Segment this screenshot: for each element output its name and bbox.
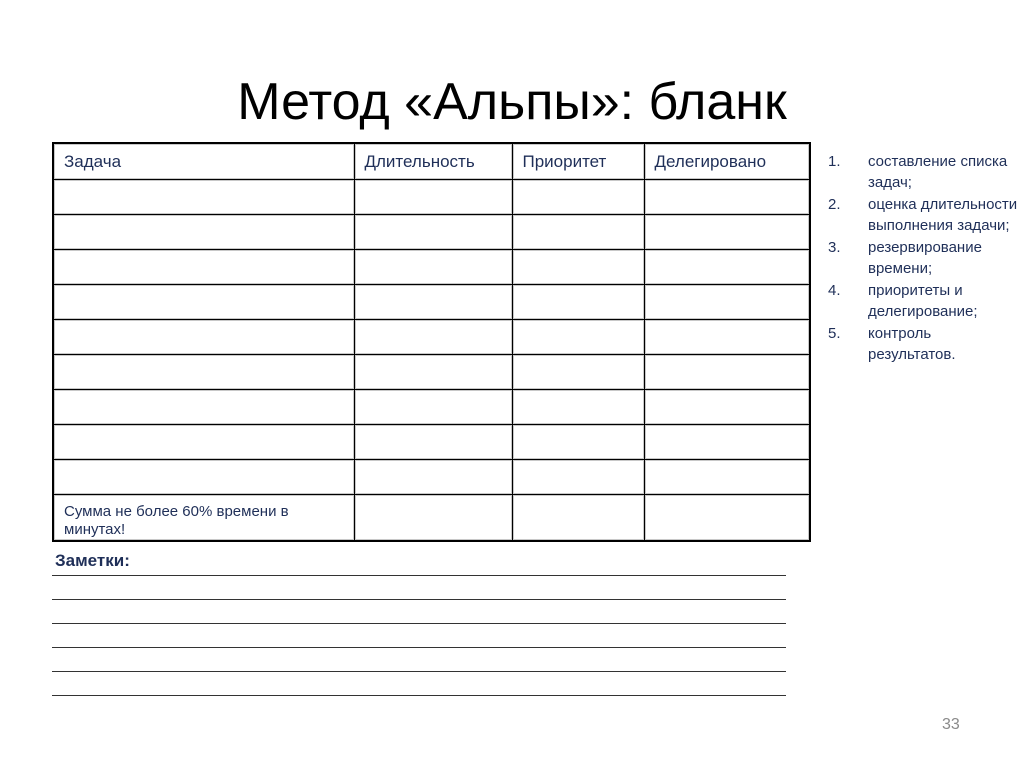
table-cell bbox=[644, 389, 810, 424]
time-sum-note: Сумма не более 60% времени в минутах! bbox=[53, 495, 354, 541]
table-row bbox=[53, 249, 810, 284]
list-item bbox=[828, 195, 1018, 236]
list-item bbox=[828, 324, 1018, 365]
table-cell bbox=[512, 214, 644, 249]
note-line bbox=[52, 671, 786, 672]
table-cell bbox=[354, 425, 512, 460]
table-cell bbox=[354, 460, 512, 495]
table-cell bbox=[644, 495, 810, 541]
task-table bbox=[52, 142, 811, 542]
table-row bbox=[53, 460, 810, 495]
step-number: 2. bbox=[828, 196, 841, 213]
step-number: 4. bbox=[828, 282, 841, 299]
table-cell bbox=[512, 319, 644, 354]
table-cell bbox=[644, 354, 810, 389]
table-cell bbox=[53, 354, 354, 389]
table-cell bbox=[354, 284, 512, 319]
table-cell bbox=[53, 284, 354, 319]
table-footer-row bbox=[53, 495, 810, 541]
table-cell bbox=[53, 425, 354, 460]
note-line bbox=[52, 623, 786, 624]
list-item bbox=[828, 238, 1018, 279]
table-cell bbox=[354, 179, 512, 214]
table-cell bbox=[354, 319, 512, 354]
table-header-row bbox=[53, 143, 810, 179]
slide-title: Метод «Альпы»: бланк bbox=[237, 73, 787, 131]
table-cell bbox=[512, 460, 644, 495]
table-cell bbox=[644, 179, 810, 214]
table-cell bbox=[644, 214, 810, 249]
header-duration: Длительность bbox=[354, 143, 512, 179]
table-row bbox=[53, 425, 810, 460]
table-cell bbox=[53, 389, 354, 424]
table-cell bbox=[644, 319, 810, 354]
table-cell bbox=[512, 284, 644, 319]
header-task: Задача bbox=[53, 143, 354, 179]
table-cell bbox=[644, 249, 810, 284]
step-text: составление списка задач; bbox=[868, 153, 1008, 191]
table-row bbox=[53, 389, 810, 424]
table-cell bbox=[354, 249, 512, 284]
table-cell bbox=[53, 179, 354, 214]
header-delegated: Делегировано bbox=[644, 143, 810, 179]
step-text: оценка длительности выполнения задачи; bbox=[868, 196, 1018, 234]
table-cell bbox=[644, 284, 810, 319]
table-cell bbox=[354, 214, 512, 249]
note-line bbox=[52, 599, 786, 600]
table-row bbox=[53, 319, 810, 354]
page-number: 33 bbox=[942, 716, 960, 733]
table-cell bbox=[53, 214, 354, 249]
table-cell bbox=[53, 319, 354, 354]
table-cell bbox=[644, 460, 810, 495]
table-cell bbox=[354, 495, 512, 541]
note-line bbox=[52, 695, 786, 696]
table-cell bbox=[53, 249, 354, 284]
step-number: 3. bbox=[828, 239, 841, 256]
alpine-method-form bbox=[52, 142, 811, 542]
table-cell bbox=[53, 460, 354, 495]
note-line bbox=[52, 647, 786, 648]
step-number: 1. bbox=[828, 153, 841, 170]
notes-label: Заметки: bbox=[55, 551, 130, 570]
step-text: контроль результатов. bbox=[868, 325, 956, 363]
table-row bbox=[53, 284, 810, 319]
table-row bbox=[53, 354, 810, 389]
list-item bbox=[828, 281, 1018, 322]
step-text: приоритеты и делегирование; bbox=[868, 282, 978, 320]
table-cell bbox=[354, 389, 512, 424]
table-cell bbox=[512, 354, 644, 389]
table-row bbox=[53, 179, 810, 214]
table-cell bbox=[512, 425, 644, 460]
table-cell bbox=[512, 179, 644, 214]
step-text: резервирование времени; bbox=[868, 239, 982, 277]
table-cell bbox=[512, 249, 644, 284]
table-cell bbox=[512, 389, 644, 424]
step-number: 5. bbox=[828, 325, 841, 342]
table-cell bbox=[644, 425, 810, 460]
table-row bbox=[53, 214, 810, 249]
table-cell bbox=[354, 354, 512, 389]
table-cell bbox=[512, 495, 644, 541]
steps-list bbox=[828, 152, 1018, 367]
header-priority: Приоритет bbox=[512, 143, 644, 179]
list-item bbox=[828, 152, 1018, 193]
note-line bbox=[52, 575, 786, 576]
